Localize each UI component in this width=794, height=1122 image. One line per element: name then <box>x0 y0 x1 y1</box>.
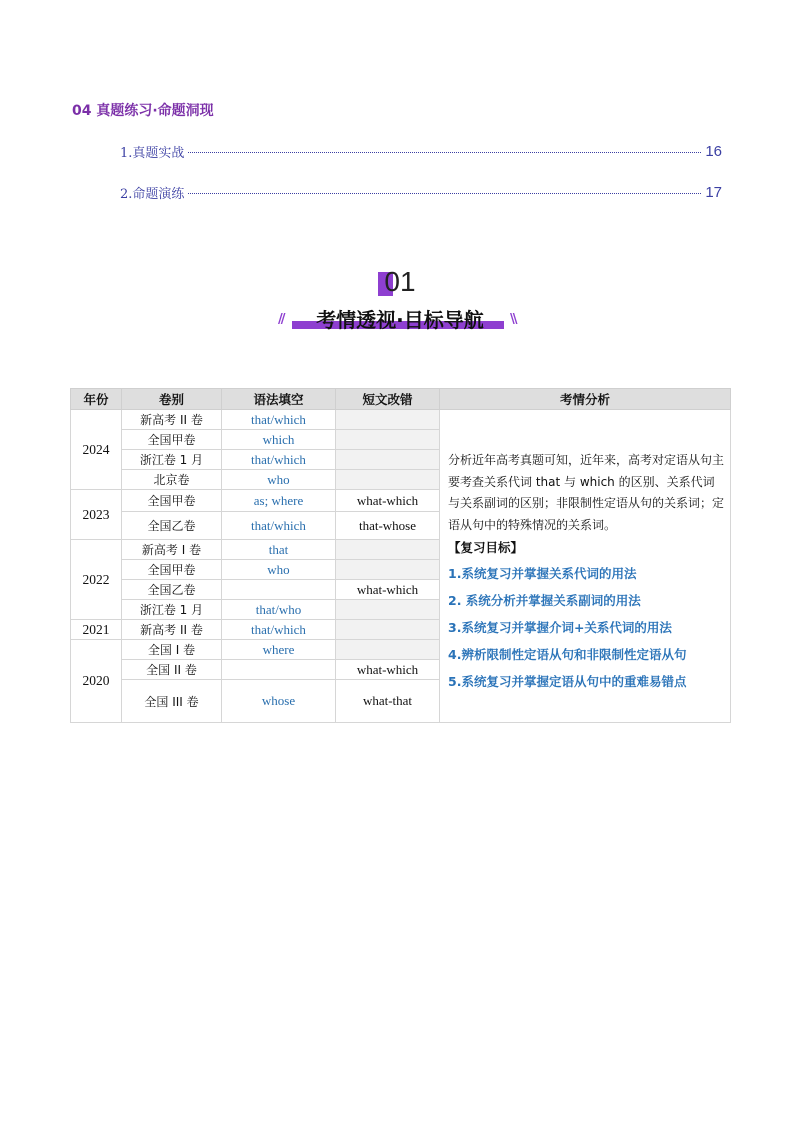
grammar-fill-cell: that/which <box>222 512 336 540</box>
error-correction-cell <box>336 470 440 490</box>
toc-item-page: 17 <box>705 183 722 201</box>
year-cell: 2021 <box>71 620 122 640</box>
grammar-fill-cell: as; where <box>222 490 336 512</box>
section-header <box>270 264 530 338</box>
paper-cell: 全国 III 卷 <box>122 680 222 723</box>
grammar-fill-cell: whose <box>222 680 336 723</box>
paper-cell: 浙江卷 1 月 <box>122 600 222 620</box>
header-error-correction: 短文改错 <box>336 389 440 410</box>
header-analysis: 考情分析 <box>440 389 731 410</box>
toc-item-label: 2.命题演练 <box>120 186 185 202</box>
error-correction-cell: what-which <box>336 580 440 600</box>
toc-item-page: 16 <box>705 142 722 160</box>
grammar-fill-cell: that <box>222 540 336 560</box>
error-correction-cell <box>336 540 440 560</box>
header-year: 年份 <box>71 389 122 410</box>
grammar-fill-cell: where <box>222 640 336 660</box>
exam-analysis-table <box>70 388 731 723</box>
year-cell: 2020 <box>71 640 122 723</box>
paper-cell: 全国乙卷 <box>122 580 222 600</box>
toc-item-real-exam[interactable] <box>120 140 722 162</box>
slash-decoration-right: \\ <box>510 312 516 327</box>
goal-item: 1.系统复习并掌握关系代词的用法 <box>448 566 637 581</box>
grammar-fill-cell: that/who <box>222 600 336 620</box>
year-cell: 2022 <box>71 540 122 620</box>
grammar-fill-cell <box>222 580 336 600</box>
paper-cell: 新高考 I 卷 <box>122 540 222 560</box>
paper-cell: 全国 II 卷 <box>122 660 222 680</box>
grammar-fill-cell: which <box>222 430 336 450</box>
paper-cell: 浙江卷 1 月 <box>122 450 222 470</box>
toc-leader-dots <box>188 193 701 194</box>
toc-heading: 04 真题练习·命题洞现 <box>72 103 214 119</box>
goal-item: 5.系统复习并掌握定语从句中的重难易错点 <box>448 674 687 689</box>
error-correction-cell <box>336 620 440 640</box>
grammar-fill-cell: who <box>222 560 336 580</box>
goals-heading: 【复习目标】 <box>448 540 524 555</box>
section-number: 01 <box>384 266 416 297</box>
error-correction-cell <box>336 560 440 580</box>
error-correction-cell <box>336 450 440 470</box>
error-correction-cell <box>336 430 440 450</box>
goal-item: 3.系统复习并掌握介词+关系代词的用法 <box>448 620 672 635</box>
year-cell: 2024 <box>71 410 122 490</box>
error-correction-cell: that-whose <box>336 512 440 540</box>
paper-cell: 新高考 II 卷 <box>122 410 222 430</box>
error-correction-cell: what-that <box>336 680 440 723</box>
header-grammar-fill: 语法填空 <box>222 389 336 410</box>
table-row <box>71 410 731 430</box>
table-header-row <box>71 389 731 410</box>
toc-item-label: 1.真题实战 <box>120 145 185 161</box>
goal-item: 2. 系统分析并掌握关系副词的用法 <box>448 593 641 608</box>
error-correction-cell: what-which <box>336 660 440 680</box>
error-correction-cell <box>336 410 440 430</box>
paper-cell: 全国甲卷 <box>122 560 222 580</box>
grammar-fill-cell: that/which <box>222 410 336 430</box>
paper-cell: 全国甲卷 <box>122 490 222 512</box>
analysis-text: 分析近年高考真题可知，近年来，高考对定语从句主要考查关系代词 that 与 which 的区别、关系代词与关系副词的区别；非限制性定语从句的关系词；定语从句中的特殊情况的关系词。 <box>448 453 725 532</box>
paper-cell: 北京卷 <box>122 470 222 490</box>
analysis-cell <box>440 410 731 723</box>
goal-item: 4.辨析限制性定语从句和非限制性定语从句 <box>448 647 687 662</box>
grammar-fill-cell: that/which <box>222 620 336 640</box>
header-paper: 卷别 <box>122 389 222 410</box>
error-correction-cell: what-which <box>336 490 440 512</box>
year-cell: 2023 <box>71 490 122 540</box>
grammar-fill-cell <box>222 660 336 680</box>
paper-cell: 新高考 II 卷 <box>122 620 222 640</box>
slash-decoration-left: // <box>278 312 284 327</box>
section-title: 考情透视·目标导航 <box>316 308 484 332</box>
error-correction-cell <box>336 600 440 620</box>
paper-cell: 全国甲卷 <box>122 430 222 450</box>
grammar-fill-cell: who <box>222 470 336 490</box>
toc-item-drill[interactable] <box>120 181 722 203</box>
paper-cell: 全国 I 卷 <box>122 640 222 660</box>
paper-cell: 全国乙卷 <box>122 512 222 540</box>
toc-leader-dots <box>188 152 701 153</box>
error-correction-cell <box>336 640 440 660</box>
grammar-fill-cell: that/which <box>222 450 336 470</box>
